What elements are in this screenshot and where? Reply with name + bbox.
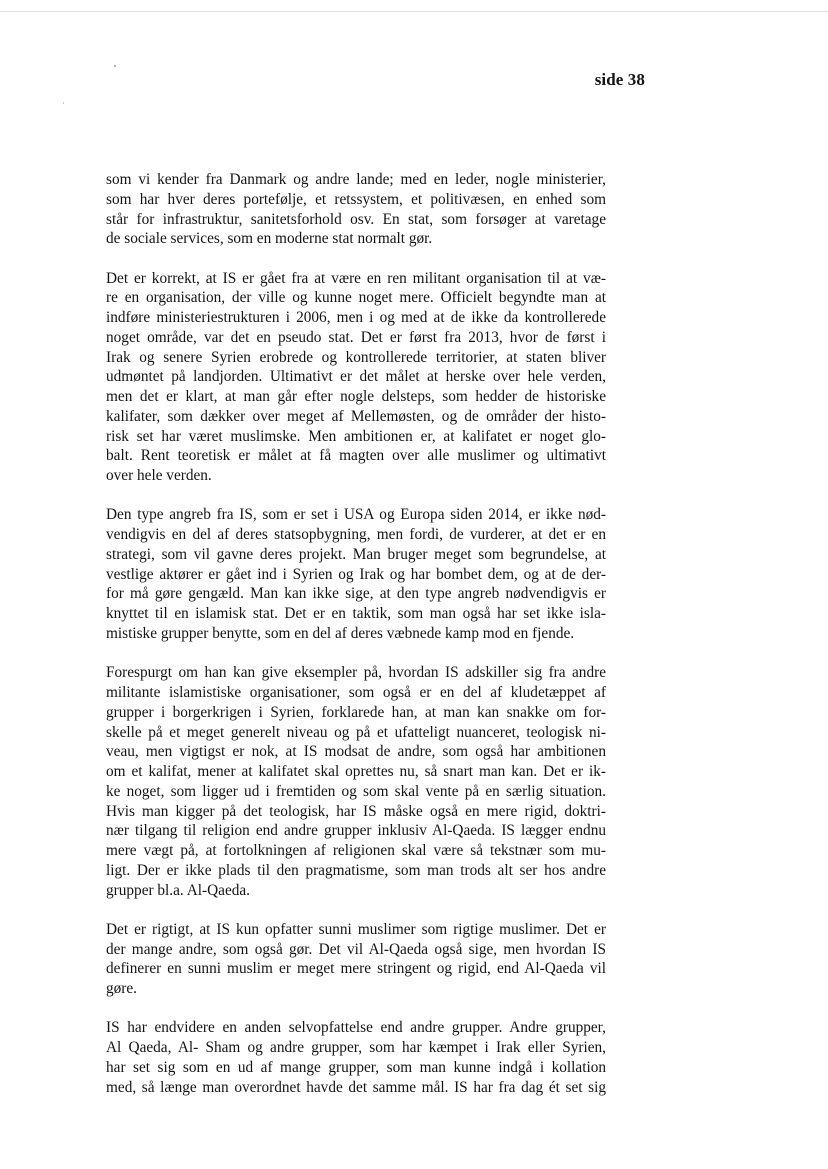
text-line: som har hver deres portefølje, et retssystem, et politivæsen, en enhed som: [106, 190, 606, 208]
text-line: har set sig som en ud af mange grupper, som man kunne indgå i kollation: [106, 1058, 606, 1076]
text-line: kalifater, som dækker over meget af Mellemøsten, og de områder der histo-: [106, 407, 606, 425]
text-line: gøre.: [106, 980, 138, 998]
text-line: vestlige aktører er gået ind i Syrien og Irak og har bombet dem, og at de der-: [106, 565, 606, 583]
text-line: med, så længe man overordnet havde det samme mål. IS har fra dag ét set sig: [106, 1078, 606, 1096]
text-line: veau, men vigtigst er nok, at IS modsat de andre, som også har ambitionen: [106, 743, 606, 761]
text-line: de sociale services, som en moderne stat normalt gør.: [106, 230, 433, 248]
text-line: skelle på et meget generelt niveau og på et ufatteligt nuanceret, teologisk ni-: [106, 723, 606, 741]
text-line: Hvis man kigger på det teologisk, har IS måske også en mere rigid, doktri-: [106, 802, 606, 820]
text-line: der mange andre, som også gør. Det vil Al-Qaeda også sige, men hvordan IS: [106, 940, 606, 958]
text-line: indføre ministeriestrukturen i 2006, men i og med at de ikke da kontrollerede: [106, 309, 606, 327]
paragraph: [106, 1018, 606, 1097]
text-line: grupper i borgerkrigen i Syrien, forklarede han, at man kan snakke om for-: [106, 703, 606, 721]
text-line: vendigvis en del af deres statsopbygning, men fordi, de vurderer, at det er en: [106, 526, 606, 544]
text-line: re en organisation, der ville og kunne noget mere. Officielt begyndte man at: [106, 289, 606, 307]
scan-speck: [63, 102, 64, 104]
body-text: [106, 170, 606, 1117]
text-line: om et kalifat, mener at kalifatet skal oprettes nu, så snart man kan. Det er ik-: [106, 763, 606, 781]
paragraph: [106, 505, 606, 643]
paragraph: [106, 920, 606, 999]
text-line: risk set har været muslimske. Men ambitionen er, at kalifatet er noget glo-: [106, 427, 606, 445]
scan-speck: [114, 65, 116, 67]
page-top-edge: [0, 11, 828, 12]
text-line: Det er korrekt, at IS er gået fra at være en ren militant organisation til at væ-: [106, 269, 606, 287]
text-line: Irak og senere Syrien erobrede og kontrollerede territorier, at staten bliver: [106, 348, 606, 366]
text-line: Det er rigtigt, at IS kun opfatter sunni muslimer som rigtige muslimer. Det er: [106, 920, 606, 938]
text-line: Den type angreb fra IS, som er set i USA og Europa siden 2014, er ikke nød-: [106, 506, 606, 524]
text-line: for må gøre gengæld. Man kan ikke sige, at den type angreb nødvendigvis er: [106, 585, 606, 603]
paragraph: [106, 269, 606, 486]
text-line: grupper bl.a. Al-Qaeda.: [106, 881, 250, 899]
page-number: side 38: [594, 70, 645, 89]
text-line: knyttet til en islamisk stat. Det er en taktik, som man også har set ikke isla-: [106, 605, 606, 623]
paragraph: [106, 663, 606, 900]
text-line: Al Qaeda, Al- Sham og andre grupper, som har kæmpet i Irak eller Syrien,: [106, 1039, 606, 1057]
text-line: Forespurgt om han kan give eksempler på, hvordan IS adskiller sig fra andre: [106, 664, 606, 682]
text-line: definerer en sunni muslim er meget mere stringent og rigid, end Al-Qaeda vil: [106, 960, 606, 978]
text-line: står for infrastruktur, sanitetsforhold osv. En stat, som forsøger at varetage: [106, 210, 606, 228]
text-line: mistiske grupper benytte, som en del af deres væbnede kamp mod en fjende.: [106, 624, 575, 642]
text-line: ke noget, som ligger ud i fremtiden og som skal vente på en særlig situation.: [106, 782, 606, 800]
paragraph: [106, 170, 606, 249]
text-line: som vi kender fra Danmark og andre lande; med en leder, nogle ministerier,: [106, 171, 606, 188]
text-line: over hele verden.: [106, 467, 212, 485]
text-line: men det er klart, at man går efter nogle delsteps, som hedder de historiske: [106, 388, 606, 406]
text-line: strategi, som vil gavne deres projekt. Man bruger meget som begrundelse, at: [106, 545, 606, 563]
text-line: militante islamistiske organisationer, som også er en del af kludetæppet af: [106, 684, 606, 702]
text-line: IS har endvidere en anden selvopfattelse end andre grupper. Andre grupper,: [106, 1019, 606, 1037]
text-line: balt. Rent teoretisk er målet at få magten over alle muslimer og ultimativt: [106, 447, 606, 465]
text-line: noget område, var det en pseudo stat. Det er først fra 2013, hvor de først i: [106, 328, 606, 346]
text-line: udmøntet på landjorden. Ultimativt er det målet at herske over hele verden,: [106, 368, 606, 386]
text-line: mere vægt på, at fortolkningen af religionen skal være så tekstnær som mu-: [106, 842, 606, 860]
text-line: ligt. Der er ikke plads til den pragmatisme, som man trods alt ser hos andre: [106, 861, 606, 879]
text-line: nær tilgang til religion end andre grupper inklusiv Al-Qaeda. IS lægger endnu: [106, 822, 606, 840]
